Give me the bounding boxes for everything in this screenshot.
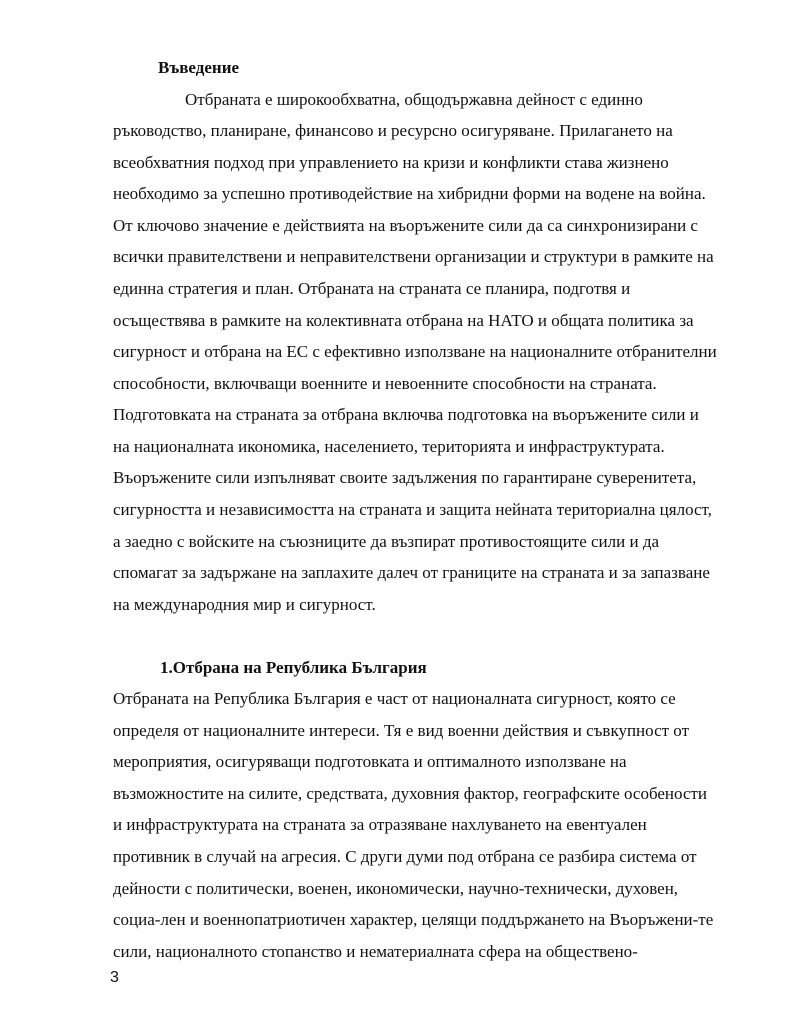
intro-line: сигурност и отбрана на ЕС с ефективно използване на националните отбранителни	[113, 342, 717, 361]
section-line: сили, националното стопанство и нематериалната сфера на обществено-	[113, 942, 638, 961]
section-line: социа-лен и военнопатриотичен характер, целящи поддържането на Въоръжени-те	[113, 910, 714, 929]
intro-line: а заедно с войските на съюзниците да възпират противостоящите сили и да	[113, 532, 660, 551]
intro-line: способности, включващи военните и невоенните способности на страната.	[113, 374, 657, 393]
intro-line: на националната икономика, населението, територията и инфраструктурата.	[113, 437, 665, 456]
intro-line: Отбраната е широкообхватна, общодържавна дейност с единно	[185, 90, 643, 109]
intro-line: Въоръжените сили изпълняват своите задължения по гарантиране суверенитета,	[113, 468, 697, 487]
intro-line: Подготовката на страната за отбрана включва подготовка на въоръжените сили и	[113, 405, 699, 424]
section-heading: 1.Отбрана на Република България	[160, 658, 427, 677]
section-line: дейности с политически, военен, икономически, научно-технически, духовен,	[113, 879, 679, 898]
intro-heading: Въведение	[158, 58, 240, 77]
intro-line: единна стратегия и план. Отбраната на страната се планира, подготвя и	[113, 279, 631, 298]
intro-line: необходимо за успешно противодействие на хибридни форми на водене на война.	[113, 184, 706, 203]
section-line: противник в случай на агресия. С други думи под отбрана се разбира система от	[113, 847, 697, 866]
intro-line: сигурността и независимостта на страната и защита нейната териториална цялост,	[113, 500, 712, 519]
intro-line: спомагат за задържане на заплахите далеч от границите на страната и за запазване	[113, 563, 710, 582]
intro-line: на международния мир и сигурност.	[113, 595, 376, 614]
intro-line: всеобхватния подход при управлението на кризи и конфликти става жизнено	[113, 153, 669, 172]
section-line: определя от националните интереси. Тя е вид военни действия и съвкупност от	[113, 721, 690, 740]
intro-line: всички правителствени и неправителствени организации и структури в рамките на	[113, 247, 714, 266]
intro-line: осъществява в рамките на колективната отбрана на НАТО и общата политика за	[113, 311, 694, 330]
section-line: възможностите на силите, средствата, духовния фактор, географските особености	[113, 784, 708, 803]
section-line: Отбраната на Република България е част от националната сигурност, която се	[113, 689, 676, 708]
page-number: 3	[110, 969, 119, 986]
section-line: и инфраструктурата на страната за отразяване нахлуването на евентуален	[113, 815, 647, 834]
intro-line: ръководство, планиране, финансово и ресурсно осигуряване. Прилагането на	[113, 121, 673, 140]
section-line: мероприятия, осигуряващи подготовката и оптималното използване на	[113, 752, 627, 771]
intro-line: От ключово значение е действията на въоръжените сили да са синхронизирани с	[113, 216, 698, 235]
